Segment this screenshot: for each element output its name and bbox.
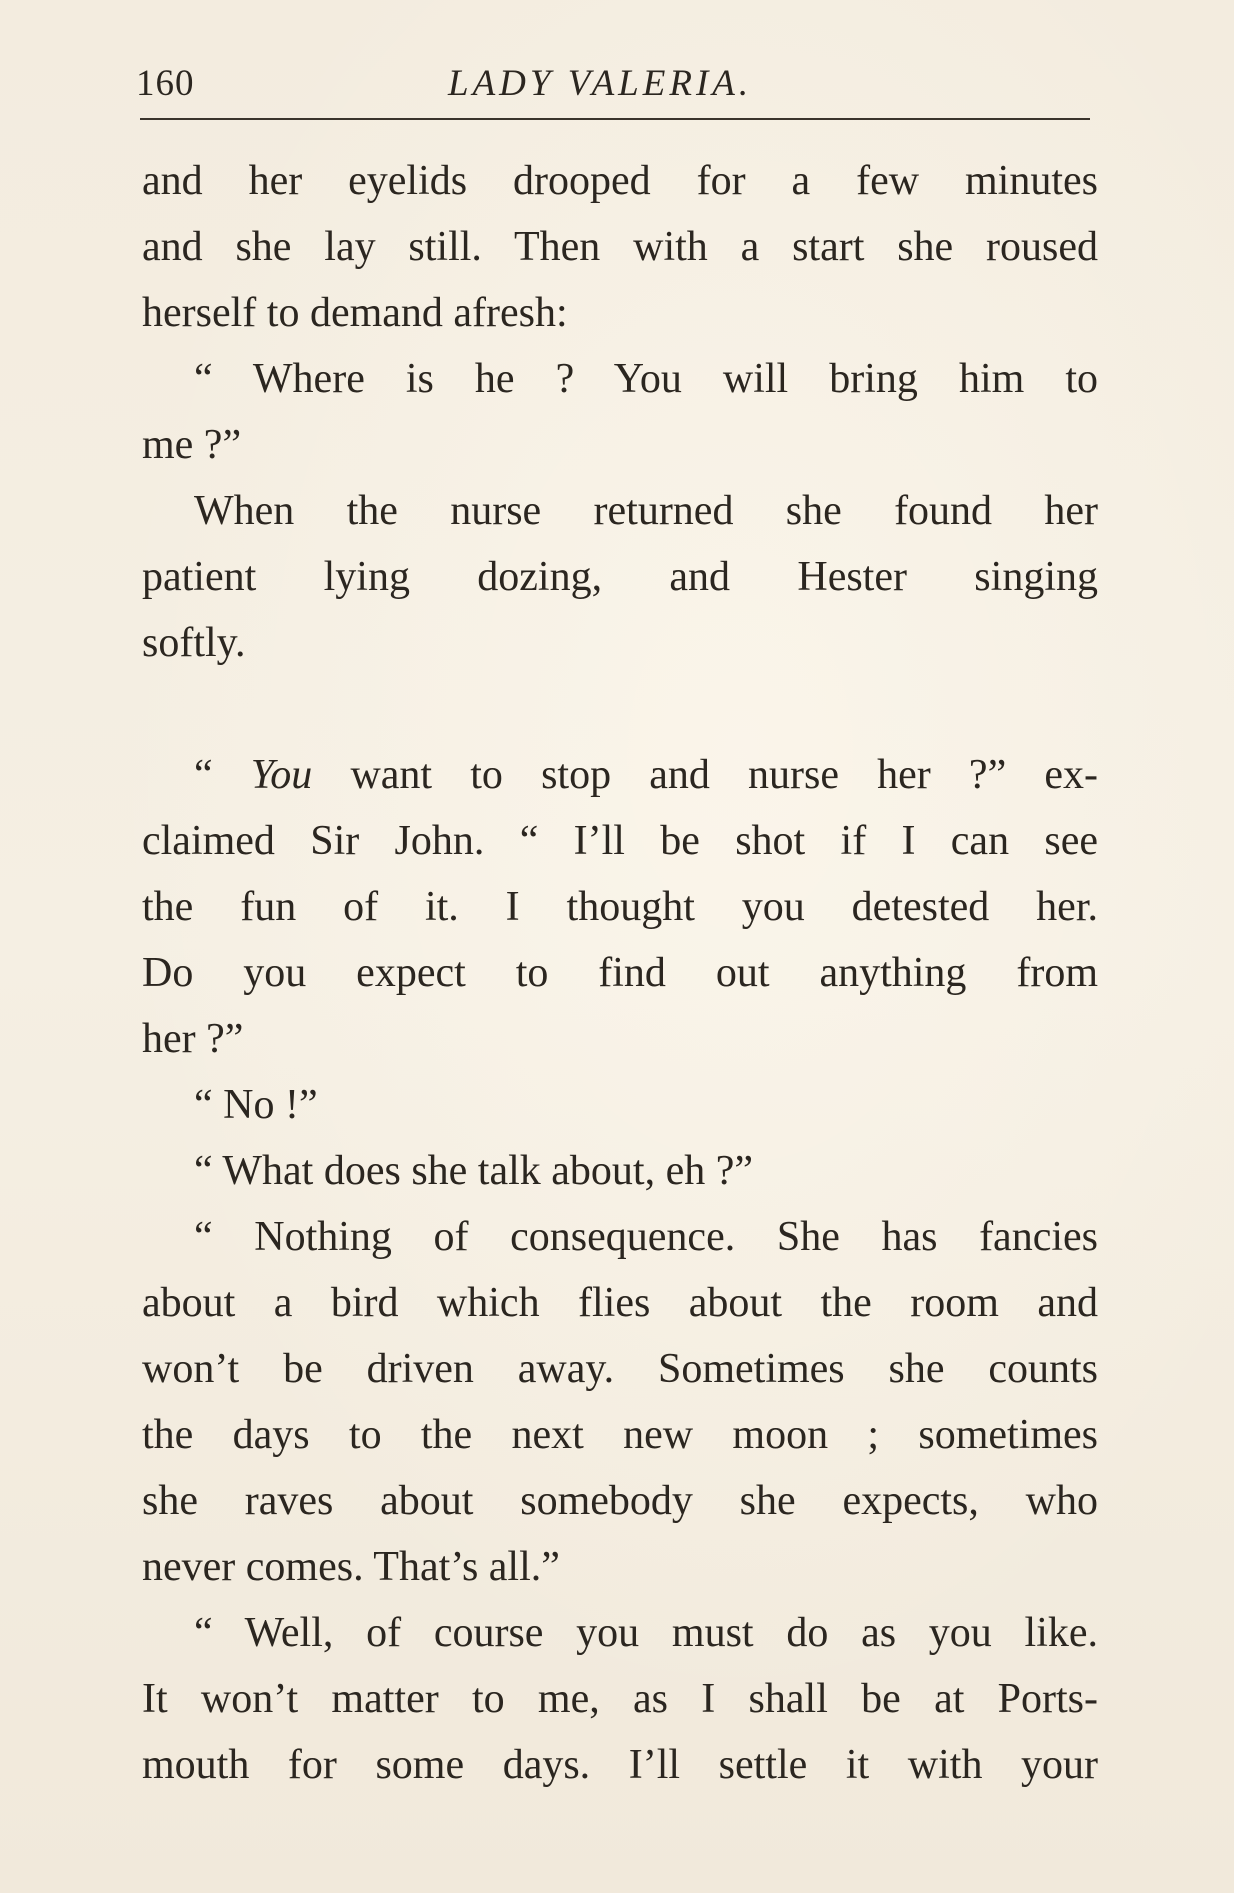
text-line: the days to the next new moon ; sometimes <box>142 1412 1098 1458</box>
text-line: herself to demand afresh: <box>142 290 568 336</box>
text-line: It won’t matter to me, as I shall be at Ports- <box>142 1676 1098 1722</box>
text-line: won’t be driven away. Sometimes she counts <box>142 1346 1098 1392</box>
header-rule <box>140 118 1090 120</box>
text-line: “ Where is he ? You will bring him to <box>194 356 1098 402</box>
text-line: the fun of it. I thought you detested her. <box>142 884 1098 930</box>
text-line: never comes. That’s all.” <box>142 1544 560 1590</box>
text-line: about a bird which flies about the room and <box>142 1280 1098 1326</box>
text-line: claimed Sir John. “ I’ll be shot if I can see <box>142 818 1098 864</box>
text-line: “ No !” <box>194 1082 318 1128</box>
text-line: mouth for some days. I’ll settle it with your <box>142 1742 1098 1788</box>
text-line: and she lay still. Then with a start she roused <box>142 224 1098 270</box>
text-line: her ?” <box>142 1016 244 1062</box>
open-quote: “ <box>194 752 251 798</box>
text-line: “ Nothing of consequence. She has fancies <box>194 1214 1098 1260</box>
text-line: and her eyelids drooped for a few minutes <box>142 158 1098 204</box>
body-text <box>142 148 1098 1798</box>
text-line: she raves about somebody she expects, who <box>142 1478 1098 1524</box>
section-break <box>142 676 1098 742</box>
text-line: Do you expect to find out anything from <box>142 950 1098 996</box>
text-line: me ?” <box>142 422 242 468</box>
text-line <box>142 742 1098 808</box>
text-line: “ What does she talk about, eh ?” <box>194 1148 754 1194</box>
text-line: “ Well, of course you must do as you like. <box>194 1610 1098 1656</box>
text-line: softly. <box>142 620 246 666</box>
text-line: When the nurse returned she found her <box>194 488 1098 534</box>
running-head <box>136 62 1091 112</box>
page-number: 160 <box>136 63 195 104</box>
italic-word: You <box>250 752 313 798</box>
running-title: LADY VALERIA. <box>448 63 753 104</box>
text-line: patient lying dozing, and Hester singing <box>142 554 1098 600</box>
line-rest: want to stop and nurse her ?” ex- <box>312 752 1098 798</box>
